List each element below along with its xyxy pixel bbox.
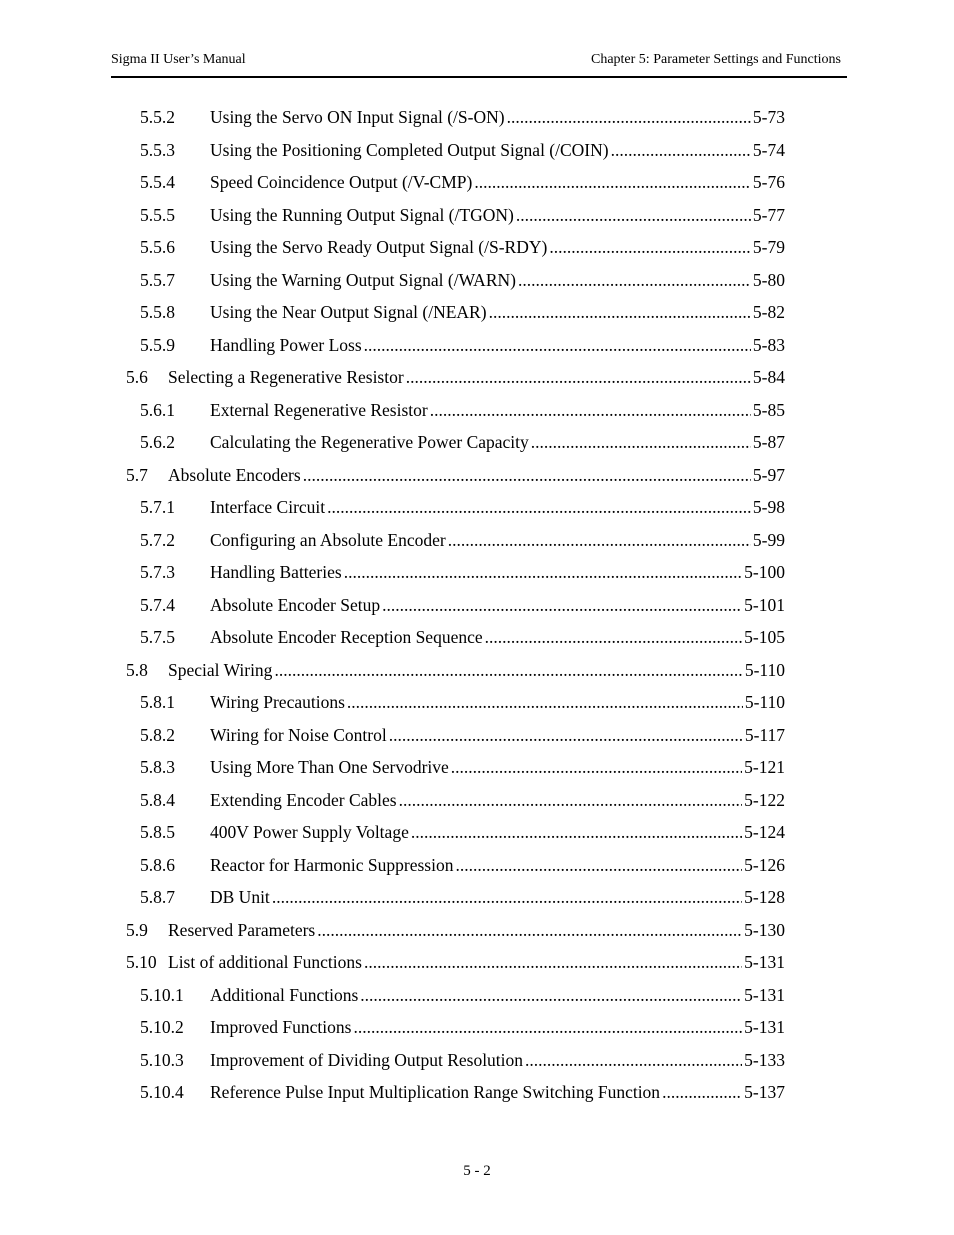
toc-entry-number: 5.6 xyxy=(126,367,148,387)
toc-entry[interactable] xyxy=(0,946,954,979)
toc-entry-line xyxy=(210,1076,785,1109)
toc-entry-line xyxy=(210,719,785,752)
dot-leader xyxy=(353,1011,742,1044)
toc-entry-title: Reactor for Harmonic Suppression xyxy=(210,854,454,875)
toc-entry-page: 5-101 xyxy=(744,594,785,615)
toc-entry-page: 5-99 xyxy=(752,529,785,550)
toc-entry-line xyxy=(210,1011,785,1044)
toc-entry[interactable] xyxy=(0,556,954,589)
toc-entry[interactable] xyxy=(0,881,954,914)
toc-entry-line xyxy=(210,816,785,849)
toc-entry-page: 5-76 xyxy=(752,172,785,192)
toc-entry[interactable] xyxy=(0,654,954,687)
dot-leader xyxy=(411,816,742,849)
toc-entry-line xyxy=(210,1044,785,1077)
toc-entry-number: 5.5.9 xyxy=(140,334,175,355)
toc-entry-number: 5.8.4 xyxy=(140,789,175,810)
toc-entry-number: 5.5.2 xyxy=(140,107,175,127)
toc-entry-number: 5.8.3 xyxy=(140,757,175,777)
table-of-contents xyxy=(0,101,954,1109)
toc-entry-title: Special Wiring xyxy=(168,659,273,680)
toc-entry[interactable] xyxy=(0,231,954,264)
dot-leader xyxy=(399,784,743,817)
dot-leader xyxy=(507,101,751,134)
toc-entry-title: Using the Warning Output Signal (/WARN) xyxy=(210,269,516,290)
toc-entry-line xyxy=(168,914,785,947)
toc-entry-number: 5.10.3 xyxy=(140,1049,184,1070)
dot-leader xyxy=(272,881,742,914)
toc-entry-line xyxy=(210,101,785,134)
toc-entry-page: 5-121 xyxy=(744,757,785,777)
dot-leader xyxy=(516,199,751,232)
toc-entry-page: 5-73 xyxy=(752,107,785,127)
toc-entry-line xyxy=(210,524,785,557)
toc-entry-page: 5-124 xyxy=(744,822,785,842)
toc-entry-title: Improvement of Dividing Output Resolution xyxy=(210,1049,524,1070)
toc-entry[interactable] xyxy=(0,686,954,719)
toc-entry-number: 5.5.8 xyxy=(140,302,175,322)
dot-leader xyxy=(430,394,751,427)
toc-entry-page: 5-85 xyxy=(752,399,785,420)
toc-entry-page: 5-122 xyxy=(744,789,785,810)
toc-entry-number: 5.7.1 xyxy=(140,497,175,517)
toc-entry-title: Additional Functions xyxy=(210,984,359,1005)
dot-leader xyxy=(274,654,742,687)
dot-leader xyxy=(474,166,751,199)
toc-entry[interactable] xyxy=(0,1076,954,1109)
toc-entry-title: Calculating the Regenerative Power Capacity xyxy=(210,432,529,452)
toc-entry-page: 5-87 xyxy=(752,432,785,452)
toc-entry-number: 5.7.5 xyxy=(140,627,175,647)
toc-entry[interactable] xyxy=(0,199,954,232)
toc-entry-line xyxy=(210,134,785,167)
toc-entry[interactable] xyxy=(0,524,954,557)
toc-entry-number: 5.9 xyxy=(126,919,148,940)
toc-entry-number: 5.8.2 xyxy=(140,724,175,745)
toc-entry[interactable] xyxy=(0,426,954,459)
toc-entry-page: 5-77 xyxy=(752,204,785,225)
toc-entry-line xyxy=(210,621,785,654)
dot-leader xyxy=(549,231,751,264)
toc-entry-number: 5.7 xyxy=(126,464,148,485)
toc-entry-number: 5.5.3 xyxy=(140,139,175,160)
chapter-title: Chapter 5: Parameter Settings and Functions xyxy=(590,52,841,67)
toc-entry-number: 5.6.2 xyxy=(140,432,175,452)
toc-entry-number: 5.8.5 xyxy=(140,822,175,842)
toc-entry-page: 5-117 xyxy=(744,724,785,745)
toc-entry-line xyxy=(210,329,785,362)
toc-entry-line xyxy=(210,264,785,297)
toc-entry-page: 5-128 xyxy=(744,887,785,907)
toc-entry-page: 5-126 xyxy=(744,854,785,875)
toc-entry[interactable] xyxy=(0,329,954,362)
dot-leader xyxy=(451,751,742,784)
toc-entry-title: Reserved Parameters xyxy=(168,919,316,940)
dot-leader xyxy=(364,946,742,979)
toc-entry-line xyxy=(168,654,785,687)
toc-entry-number: 5.10.1 xyxy=(140,984,184,1005)
toc-entry-page: 5-84 xyxy=(752,367,785,387)
toc-entry-number: 5.8.7 xyxy=(140,887,175,907)
toc-entry-title: Extending Encoder Cables xyxy=(210,789,397,810)
toc-entry-line xyxy=(168,459,785,492)
page-header xyxy=(111,52,847,78)
toc-entry-page: 5-82 xyxy=(752,302,785,322)
toc-entry-title: External Regenerative Resistor xyxy=(210,399,428,420)
toc-entry-line xyxy=(210,556,785,589)
toc-entry-page: 5-98 xyxy=(752,497,785,517)
toc-entry-page: 5-83 xyxy=(752,334,785,355)
toc-entry-page: 5-137 xyxy=(744,1082,785,1102)
toc-entry[interactable] xyxy=(0,589,954,622)
toc-entry-title: Using the Positioning Completed Output Signal (/COIN) xyxy=(210,139,609,160)
toc-entry[interactable] xyxy=(0,979,954,1012)
dot-leader xyxy=(531,426,751,459)
toc-entry[interactable] xyxy=(0,166,954,199)
toc-entry[interactable] xyxy=(0,914,954,947)
dot-leader xyxy=(347,686,743,719)
toc-entry-line xyxy=(210,231,785,264)
dot-leader xyxy=(485,621,743,654)
toc-entry-number: 5.5.6 xyxy=(140,237,175,257)
toc-entry-title: Absolute Encoders xyxy=(168,464,301,485)
toc-entry-title: Using the Running Output Signal (/TGON) xyxy=(210,204,514,225)
toc-entry[interactable] xyxy=(0,101,954,134)
toc-entry[interactable] xyxy=(0,621,954,654)
toc-entry-page: 5-130 xyxy=(744,919,785,940)
toc-entry[interactable] xyxy=(0,784,954,817)
page-number: 5 - 2 xyxy=(463,1163,491,1179)
toc-entry-line xyxy=(210,686,785,719)
toc-entry-title: Handling Power Loss xyxy=(210,334,362,355)
toc-entry[interactable] xyxy=(0,296,954,329)
toc-entry-number: 5.10 xyxy=(126,952,157,972)
toc-entry[interactable] xyxy=(0,849,954,882)
dot-leader xyxy=(489,296,751,329)
toc-entry-page: 5-74 xyxy=(752,139,785,160)
toc-entry-page: 5-133 xyxy=(744,1049,785,1070)
dot-leader xyxy=(611,134,751,167)
toc-entry-line xyxy=(210,751,785,784)
toc-entry-title: 400V Power Supply Voltage xyxy=(210,822,409,842)
toc-entry-page: 5-110 xyxy=(744,659,785,680)
dot-leader xyxy=(317,914,742,947)
toc-entry-title: DB Unit xyxy=(210,887,270,907)
dot-leader xyxy=(518,264,751,297)
dot-leader xyxy=(360,979,742,1012)
toc-entry[interactable] xyxy=(0,134,954,167)
toc-entry[interactable] xyxy=(0,719,954,752)
toc-entry[interactable] xyxy=(0,264,954,297)
toc-entry-title: Wiring Precautions xyxy=(210,692,345,712)
toc-entry-title: Using More Than One Servodrive xyxy=(210,757,449,777)
toc-entry-title: Speed Coincidence Output (/V-CMP) xyxy=(210,172,473,192)
toc-entry-page: 5-80 xyxy=(752,269,785,290)
dot-leader xyxy=(448,524,751,557)
toc-entry-page: 5-110 xyxy=(744,692,785,712)
toc-entry-title: List of additional Functions xyxy=(168,952,362,972)
toc-entry-title: Using the Servo ON Input Signal (/S-ON) xyxy=(210,107,505,127)
toc-entry-title: Configuring an Absolute Encoder xyxy=(210,529,446,550)
dot-leader xyxy=(389,719,743,752)
dot-leader xyxy=(406,361,751,394)
toc-entry[interactable] xyxy=(0,1044,954,1077)
toc-entry-page: 5-79 xyxy=(752,237,785,257)
toc-entry-page: 5-97 xyxy=(752,464,785,485)
toc-entry-number: 5.10.2 xyxy=(140,1017,184,1037)
dot-leader xyxy=(303,459,751,492)
toc-entry-page: 5-131 xyxy=(744,984,785,1005)
toc-entry-number: 5.7.2 xyxy=(140,529,175,550)
toc-entry-title: Using the Servo Ready Output Signal (/S-RDY) xyxy=(210,237,548,257)
toc-entry-number: 5.10.4 xyxy=(140,1082,184,1102)
toc-entry-line xyxy=(168,361,785,394)
toc-entry-page: 5-105 xyxy=(744,627,785,647)
toc-entry-number: 5.5.5 xyxy=(140,204,175,225)
toc-entry-page: 5-131 xyxy=(744,1017,785,1037)
toc-entry[interactable] xyxy=(0,394,954,427)
toc-entry-line xyxy=(210,426,785,459)
toc-entry-number: 5.6.1 xyxy=(140,399,175,420)
toc-entry-title: Using the Near Output Signal (/NEAR) xyxy=(210,302,487,322)
dot-leader xyxy=(364,329,751,362)
dot-leader xyxy=(327,491,751,524)
toc-entry-title: Improved Functions xyxy=(210,1017,352,1037)
dot-leader xyxy=(455,849,742,882)
toc-entry-number: 5.8.1 xyxy=(140,692,175,712)
toc-entry-page: 5-131 xyxy=(744,952,785,972)
toc-entry-line xyxy=(210,979,785,1012)
toc-entry-number: 5.5.4 xyxy=(140,172,175,192)
toc-entry-line xyxy=(210,491,785,524)
toc-entry-page: 5-100 xyxy=(744,562,785,582)
dot-leader xyxy=(525,1044,742,1077)
toc-entry-line xyxy=(210,784,785,817)
toc-entry-line xyxy=(210,394,785,427)
dot-leader xyxy=(382,589,742,622)
toc-entry-line xyxy=(168,946,785,979)
dot-leader xyxy=(344,556,742,589)
toc-entry-title: Selecting a Regenerative Resistor xyxy=(168,367,404,387)
toc-entry-title: Absolute Encoder Setup xyxy=(210,594,381,615)
toc-entry-title: Reference Pulse Input Multiplication Range Switching Function xyxy=(210,1082,661,1102)
toc-entry-line xyxy=(210,296,785,329)
toc-entry-title: Handling Batteries xyxy=(210,562,342,582)
toc-entry-number: 5.7.4 xyxy=(140,594,175,615)
toc-entry-number: 5.7.3 xyxy=(140,562,175,582)
toc-entry-line xyxy=(210,589,785,622)
toc-entry[interactable] xyxy=(0,491,954,524)
toc-entry-number: 5.8.6 xyxy=(140,854,175,875)
toc-entry-title: Interface Circuit xyxy=(210,497,326,517)
toc-entry-line xyxy=(210,166,785,199)
toc-entry[interactable] xyxy=(0,816,954,849)
toc-entry-title: Wiring for Noise Control xyxy=(210,724,387,745)
toc-entry-number: 5.8 xyxy=(126,659,148,680)
toc-entry[interactable] xyxy=(0,751,954,784)
toc-entry-line xyxy=(210,849,785,882)
toc-entry[interactable] xyxy=(0,459,954,492)
toc-entry-line xyxy=(210,881,785,914)
toc-entry-number: 5.5.7 xyxy=(140,269,175,290)
toc-entry[interactable] xyxy=(0,1011,954,1044)
dot-leader xyxy=(662,1076,742,1109)
toc-entry-line xyxy=(210,199,785,232)
manual-title: Sigma II User’s Manual xyxy=(111,52,246,67)
toc-entry-title: Absolute Encoder Reception Sequence xyxy=(210,627,483,647)
toc-entry[interactable] xyxy=(0,361,954,394)
